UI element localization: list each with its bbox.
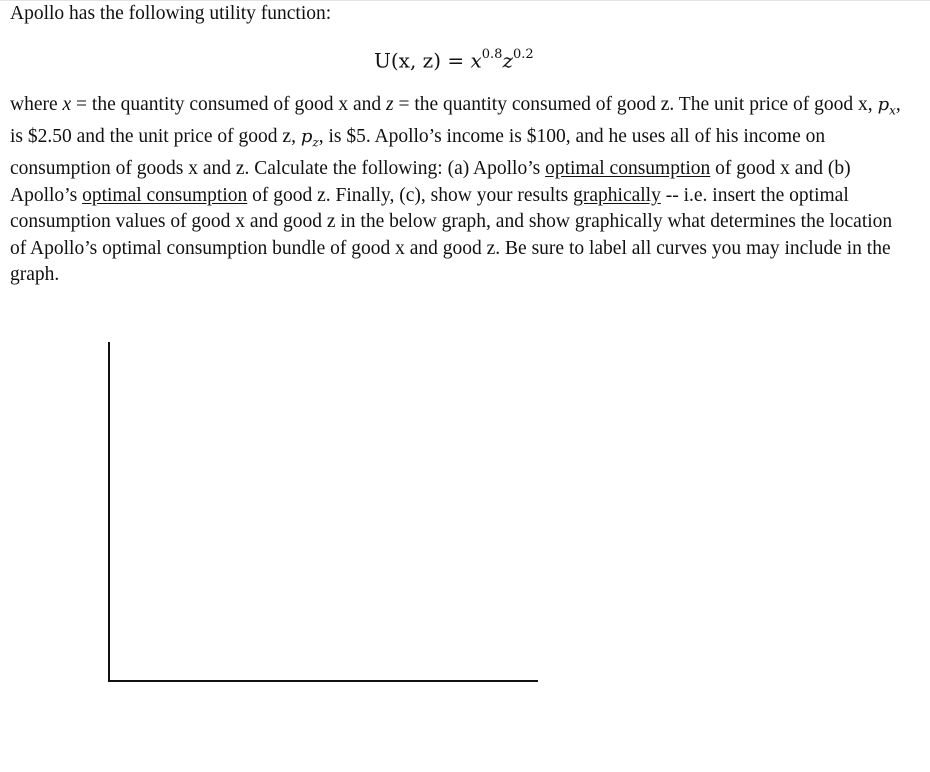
intro-text: Apollo has the following utility function: <box>10 3 332 24</box>
graph-vertical-axis <box>108 342 110 682</box>
utility-function-equation <box>374 42 534 76</box>
problem-paragraph <box>10 92 910 289</box>
para-text-4: , is $2.50 and the unit price of good z, <box>10 94 901 148</box>
para-text-1: where <box>10 94 63 115</box>
graph-horizontal-axis <box>108 680 538 682</box>
underlined-optimal-consumption-1: optimal consumption <box>545 158 711 180</box>
equation-z-exponent: 0.2 <box>512 47 534 62</box>
para-text-3: = the quantity consumed of good z. The unit price of good x, <box>393 94 878 115</box>
price-x-symbol <box>877 94 896 118</box>
para-text-2: = the quantity consumed of good x and <box>71 94 386 115</box>
para-text-5: , is $5. Apollo’s income is $100, and he uses all of his income on consumption of goods x and z. Calculate the following: (a) Apollo’s <box>10 126 826 180</box>
para-text-8: -- i.e. insert the optimal consumption values of good x and good z in the below graph, and show graphically what determines the location of Apollo’s optimal consumption bundle of good x and good z. Be sure to label all curves you may include in the graph. <box>10 184 893 286</box>
price-x-subscript: x <box>889 103 896 118</box>
para-z-variable: z <box>386 94 394 115</box>
price-z-symbol <box>300 126 319 150</box>
para-x-variable: x <box>62 94 72 115</box>
equation-x-exponent: 0.8 <box>481 47 503 62</box>
equation-x: x <box>470 48 482 73</box>
price-z-subscript: z <box>312 135 319 150</box>
para-text-7: of good z. Finally, (c), show your results <box>247 184 574 206</box>
equation-z: z <box>502 48 513 73</box>
para-text-6: of good x and (b) Apollo’s <box>10 158 851 206</box>
price-x-base: p <box>877 94 890 115</box>
price-z-base: p <box>300 126 313 148</box>
underlined-optimal-consumption-2: optimal consumption <box>82 184 248 206</box>
underlined-graphically: graphically <box>573 184 661 206</box>
page-top-border <box>0 0 930 1</box>
equation-lhs: U(x, z) = <box>374 48 471 73</box>
